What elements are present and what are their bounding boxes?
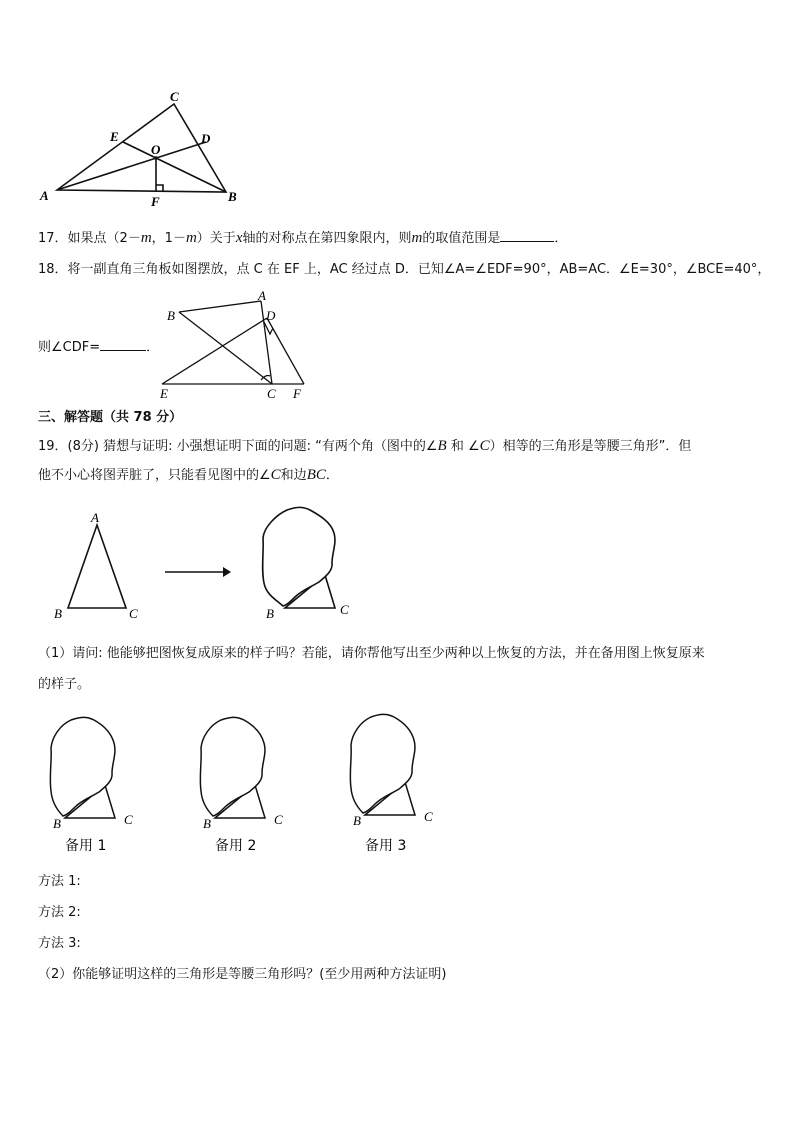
q18-answer-blank[interactable]	[100, 338, 146, 351]
fig16-label-e: E	[110, 129, 119, 144]
fig16-label-a: A	[40, 188, 49, 203]
spare1-label-b: B	[53, 816, 61, 831]
q19-part2: （2）你能够证明这样的三角形是等腰三角形吗？(至少用两种方法证明)	[38, 967, 447, 982]
fig18-label-e: E	[160, 386, 168, 401]
spare3-label-c: C	[424, 809, 433, 824]
fig18-label-b: B	[167, 308, 175, 323]
fig18-label-a: A	[258, 288, 266, 303]
fig16-label-c: C	[170, 89, 179, 104]
q17-answer-blank[interactable]	[500, 229, 554, 242]
method-2-label: 方法 2:	[38, 905, 81, 920]
spare1-label-c: C	[124, 812, 133, 827]
q19-part1-line2: 的样子。	[38, 677, 91, 692]
spare3-label-b: B	[353, 813, 361, 828]
fig19-smudged-label-c: C	[340, 602, 349, 617]
method-1-label: 方法 1:	[38, 874, 81, 889]
question-18-line2: 则∠CDF= ．	[38, 340, 160, 355]
fig18-label-f: F	[293, 386, 301, 401]
spare1-caption: 备用 1	[65, 838, 107, 854]
section-3-heading: 三、解答题（共 78 分）	[38, 410, 183, 425]
question-19-line2: 他不小心将图弄脏了，只能看见图中的∠C和边BC．	[38, 467, 339, 483]
spare2-label-c: C	[274, 812, 283, 827]
q19-part1-line1: （1）请问: 他能够把图恢复成原来的样子吗？若能，请你帮他写出至少两种以上恢复的方法，并在备用图上恢复原来	[38, 646, 705, 661]
question-19-line1: 19．(8分) 猜想与证明: 小强想证明下面的问题: “有两个角（图中的∠B 和 ∠C）相等的三角形是等腰三角形”．但	[38, 438, 692, 454]
fig19-label-a: A	[91, 510, 99, 525]
fig19-smudged-label-b: B	[266, 606, 274, 621]
fig16-label-d: D	[201, 131, 211, 146]
fig19-label-b: B	[54, 606, 62, 621]
fig19-label-c: C	[129, 606, 138, 621]
fig16-label-f: F	[151, 194, 160, 209]
fig16-label-b: B	[228, 189, 237, 204]
question-17: 17．如果点（2－m，1－m）关于x轴的对称点在第四象限内，则m的取值范围是 ．	[38, 230, 568, 246]
question-18-line1: 18．将一副直角三角板如图摆放，点 C 在 EF 上，AC 经过点 D．已知∠A=∠EDF=90°，AB=AC．∠E=30°，∠BCE=40°，	[38, 262, 771, 277]
method-3-label: 方法 3:	[38, 936, 81, 951]
q18-figure	[158, 288, 318, 403]
fig16-label-o: O	[151, 142, 161, 157]
spare2-caption: 备用 2	[215, 838, 257, 854]
q16-figure	[30, 85, 260, 210]
q19-main-figure	[40, 505, 370, 625]
spare-figure-3[interactable]	[340, 712, 450, 857]
spare-figure-2[interactable]	[190, 715, 300, 860]
spare3-caption: 备用 3	[365, 838, 407, 854]
fig18-label-d: D	[266, 308, 276, 323]
fig18-label-c: C	[267, 386, 276, 401]
spare-figure-1[interactable]	[40, 715, 150, 860]
spare2-label-b: B	[203, 816, 211, 831]
